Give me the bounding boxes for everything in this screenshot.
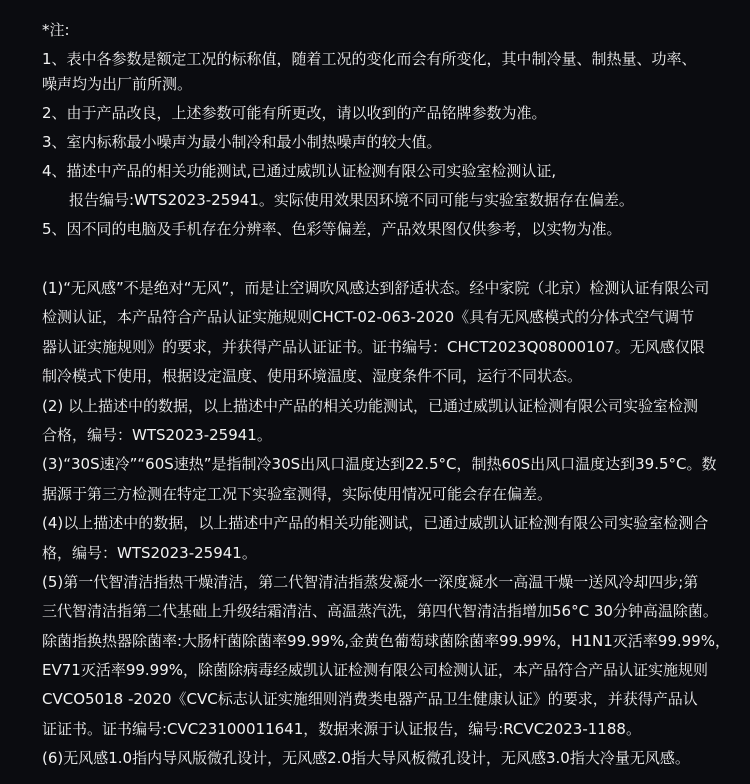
detail-line: 制冷模式下使用，根据设定温度、使用环境温度、湿度条件不同，运行不同状态。 [42,367,583,386]
note-line: 4、描述中产品的相关功能测试,已通过威凯认证检测有限公司实验室检测认证, [42,162,557,180]
notes-heading: *注: [42,21,70,39]
detail-line: (3)“30S速冷”“60S速热”是指制冷30S出风口温度达到22.5°C，制热60S出风口温度达到39.5°C。数 [42,455,717,474]
note-line: 2、由于产品改良，上述参数可能有所更改，请以收到的产品铭牌参数为准。 [42,104,547,122]
detail-line: EV71灭活率99.99%，除菌除病毒经威凯认证检测有限公司检测认证，本产品符合产品认证实施规则 [42,661,709,680]
note-line: 3、室内标称最小噪声为最小制冷和最小制热噪声的较大值。 [42,133,442,151]
detail-line: CVCO5018 -2020《CVC标志认证实施细则消费类电器产品卫生健康认证》的要求，并获得产品认 [42,690,698,709]
detail-line: 合格，编号：WTS2023-25941。 [42,425,272,444]
note-line: 噪声均为出厂前所测。 [42,75,193,93]
detail-line: 除菌指换热器除菌率:大肠杆菌除菌率99.99%,金黄色葡萄球菌除菌率99.99%，H1N1灭活率99.99%， [42,631,730,650]
detail-line: 检测认证，本产品符合产品认证实施规则CHCT-02-063-2020《具有无风感模式的分体式空气调节 [42,308,695,327]
detail-line: 格，编号：WTS2023-25941。 [42,543,257,562]
detail-line: (6)无风感1.0指内导风版微孔设计，无风感2.0指大导风板微孔设计，无风感3.0指大冷量无风感。 [42,749,690,768]
detail-line: (5)第一代智清洁指热干燥清洁，第二代智清洁指蒸发凝水一深度凝水一高温干燥一送风冷却四步;第 [42,572,699,591]
details-section [42,274,732,774]
note-line: 报告编号:WTS2023-25941。实际使用效果因环境不同可能与实验室数据存在偏差。 [69,191,634,209]
detail-line: (2) 以上描述中的数据，以上描述中产品的相关功能测试，已通过威凯认证检测有限公司实验室检测 [42,396,699,415]
detail-line: 器认证实施规则》的要求，并获得产品认证证书。证书编号：CHCT2023Q08000107。无风感仅限 [42,337,705,356]
note-line: 1、表中各参数是额定工况的标称值，随着工况的变化而会有所变化，其中制冷量、制热量、功率、 [42,50,697,68]
detail-line: 证证书。证书编号:CVC23100011641，数据来源于认证报告，编号:RCVC2023-1188。 [42,719,641,738]
detail-line: (1)“无风感”不是绝对“无风”，而是让空调吹风感达到舒适状态。经中家院（北京）检测认证有限公司 [42,279,710,297]
note-line: 5、因不同的电脑及手机存在分辨率、色彩等偏差，产品效果图仅供参考，以实物为准。 [42,220,622,238]
detail-line: (4)以上描述中的数据，以上描述中产品的相关功能测试，已通过威凯认证检测有限公司实验室检测合 [42,514,709,533]
notes-section [42,18,732,242]
detail-line: 三代智清洁指第二代基础上升级结霜清洁、高温蒸汽洗，第四代智清洁指增加56°C 30分钟高温除菌。 [42,602,718,621]
detail-line: 据源于第三方检测在特定工况下实验室测得，实际使用情况可能会存在偏差。 [42,484,553,503]
